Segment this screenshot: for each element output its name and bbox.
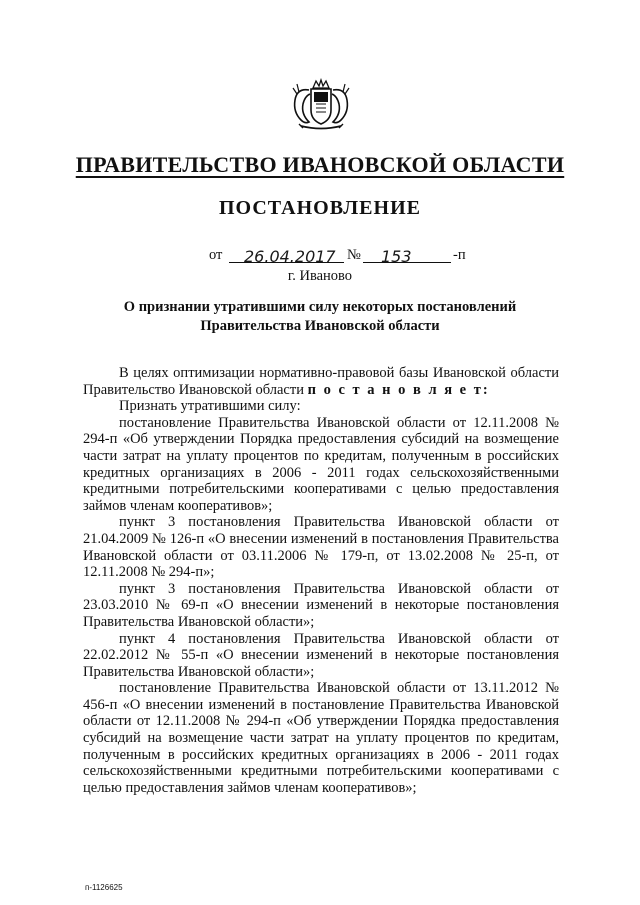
document-type: ПОСТАНОВЛЕНИЕ bbox=[219, 197, 421, 219]
date-number-line bbox=[209, 243, 469, 265]
date-prefix: от bbox=[209, 247, 223, 263]
list-item: постановление Правительства Ивановской области от 12.11.2008 № 294-п «Об утверждении Порядка предоставления субсидий на возмещение части затрат на уплату процентов по кредитам, полученным в российских кредитных организациях в 2006 - 2011 годах сельскохозяйственными кредитными потребительскими кооперативами с целью предоставления займов членам кооперативов»; bbox=[83, 414, 559, 514]
coat-of-arms-icon bbox=[289, 78, 353, 132]
city: г. Иваново bbox=[287, 268, 353, 284]
date-value: 26.04.2017 bbox=[244, 247, 336, 266]
intro-text: В целях оптимизации нормативно-правовой базы Ивановской области Правительство Ивановской области bbox=[83, 365, 559, 398]
list-item: пункт 4 постановления Правительства Ивановской области от 22.02.2012 № 55-п «О внесении изменений в некоторые постановления Правительства Ивановской области»; bbox=[83, 630, 559, 680]
number-prefix: № bbox=[347, 247, 361, 263]
number-suffix: -п bbox=[453, 247, 466, 263]
number-value: 153 bbox=[381, 247, 412, 266]
list-item: постановление Правительства Ивановской области от 13.11.2012 № 456-п «О внесении изменений в постановление Правительства Ивановской области от 12.11.2008 № 294-п «Об утверждении Порядка предоставления субсидий на возмещение части затрат на уплату процентов по кредитам, полученным в российских кредитных организациях в 2006 - 2011 годах сельскохозяйственными кредитными потребительскими кооперативами с целью предоставления займов членам кооперативов»; bbox=[83, 680, 559, 796]
document-subject bbox=[0, 298, 640, 336]
document-code: п-1126625 bbox=[85, 883, 123, 892]
subject-line-2: Правительства Ивановской области bbox=[200, 318, 440, 334]
decides-word: п о с т а н о в л я е т: bbox=[307, 381, 490, 398]
subject-line-1: О признании утратившими силу некоторых постановлений bbox=[123, 299, 517, 315]
government-title: ПРАВИТЕЛЬСТВО ИВАНОВСКОЙ ОБЛАСТИ bbox=[75, 152, 565, 177]
intro-paragraph bbox=[83, 365, 559, 398]
document-body bbox=[83, 365, 559, 796]
recognize-paragraph: Признать утратившими силу: bbox=[119, 398, 301, 415]
list-item: пункт 3 постановления Правительства Ивановской области от 21.04.2009 № 126-п «О внесении изменений в постановления Правительства Ивановской области от 03.11.2006 № 179-п, от 13.02.2008 № 25-п, от 12.11.2008 № 294-п»; bbox=[83, 514, 559, 581]
list-item: пункт 3 постановления Правительства Ивановской области от 23.03.2010 № 69-п «О внесении изменений в некоторые постановления Правительства Ивановской области»; bbox=[83, 580, 559, 630]
